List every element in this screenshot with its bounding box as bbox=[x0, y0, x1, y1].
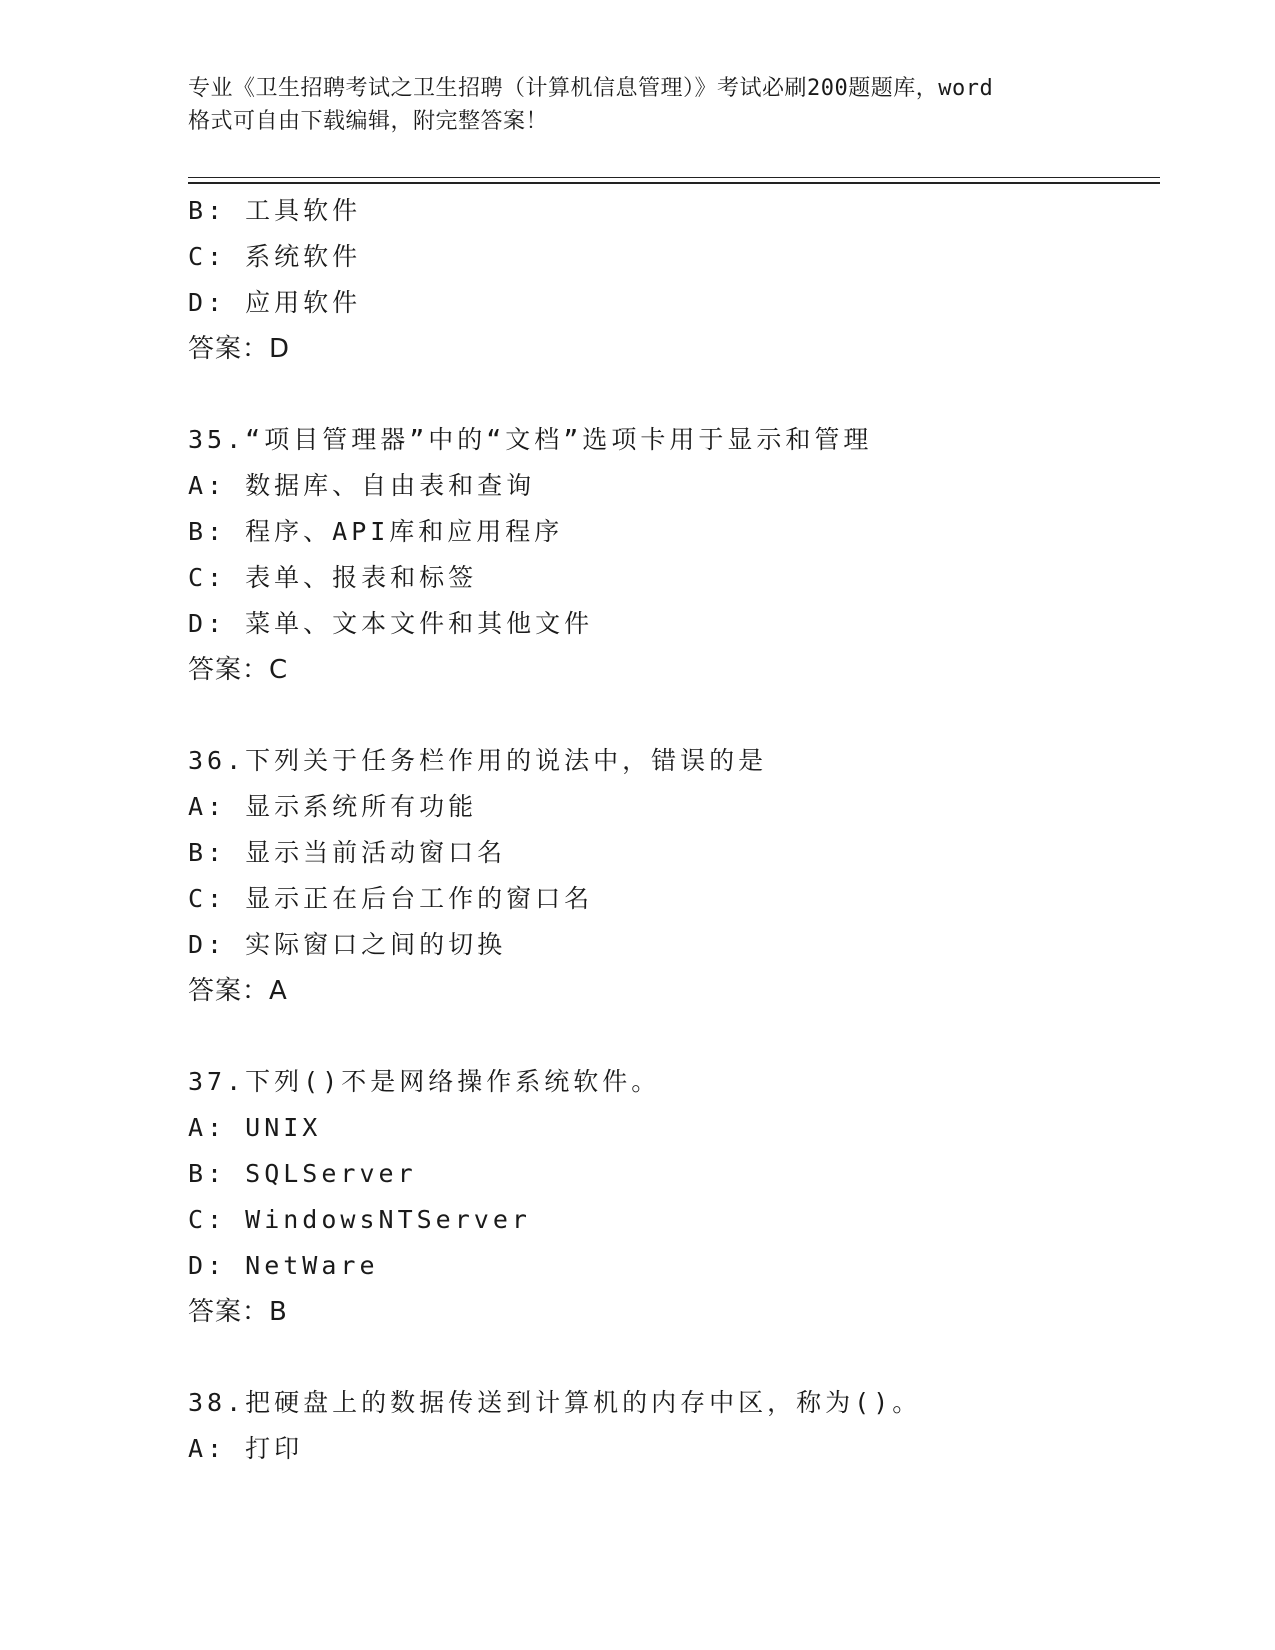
question-36 bbox=[188, 738, 1148, 1014]
header-line-1: 专业《卫生招聘考试之卫生招聘（计算机信息管理）》考试必刷200题题库，word bbox=[188, 76, 994, 101]
answer: 答案：C bbox=[188, 655, 289, 685]
question-list bbox=[188, 188, 1148, 1472]
option-b: B: 工具软件 bbox=[188, 196, 362, 225]
question-stem: 37.下列()不是网络操作系统软件。 bbox=[188, 1067, 661, 1096]
spacer bbox=[188, 1014, 1148, 1059]
header-divider-thick bbox=[188, 182, 1160, 184]
spacer bbox=[188, 1335, 1148, 1380]
question-38 bbox=[188, 1380, 1148, 1472]
question-35 bbox=[188, 417, 1148, 693]
option-b: B: 显示当前活动窗口名 bbox=[188, 838, 507, 867]
question-stem: 35.“项目管理器”中的“文档”选项卡用于显示和管理 bbox=[188, 425, 873, 454]
option-c: C: 系统软件 bbox=[188, 242, 362, 271]
header-line-2: 格式可自由下载编辑，附完整答案！ bbox=[188, 109, 549, 134]
option-d: D: 实际窗口之间的切换 bbox=[188, 930, 507, 959]
option-a: A: 显示系统所有功能 bbox=[188, 792, 478, 821]
option-c: C: 表单、报表和标签 bbox=[188, 563, 478, 592]
option-b: B: 程序、API库和应用程序 bbox=[188, 517, 564, 546]
document-header bbox=[188, 72, 1088, 138]
option-c: C: WindowsNTServer bbox=[188, 1205, 531, 1234]
question-34-continued bbox=[188, 188, 1148, 372]
option-d: D: 应用软件 bbox=[188, 288, 362, 317]
answer: 答案：B bbox=[188, 1297, 288, 1327]
spacer bbox=[188, 372, 1148, 417]
question-stem: 38.把硬盘上的数据传送到计算机的内存中区，称为()。 bbox=[188, 1388, 922, 1417]
option-b: B: SQLServer bbox=[188, 1159, 417, 1188]
option-d: D: 菜单、文本文件和其他文件 bbox=[188, 609, 594, 638]
option-c: C: 显示正在后台工作的窗口名 bbox=[188, 884, 594, 913]
option-a: A: UNIX bbox=[188, 1113, 322, 1142]
answer: 答案：D bbox=[188, 334, 291, 364]
option-a: A: 打印 bbox=[188, 1434, 304, 1463]
option-d: D: NetWare bbox=[188, 1251, 379, 1280]
spacer bbox=[188, 693, 1148, 738]
header-divider-thin bbox=[188, 177, 1160, 178]
question-37 bbox=[188, 1059, 1148, 1335]
option-a: A: 数据库、自由表和查询 bbox=[188, 471, 536, 500]
question-stem: 36.下列关于任务栏作用的说法中，错误的是 bbox=[188, 746, 768, 775]
answer: 答案：A bbox=[188, 976, 288, 1006]
